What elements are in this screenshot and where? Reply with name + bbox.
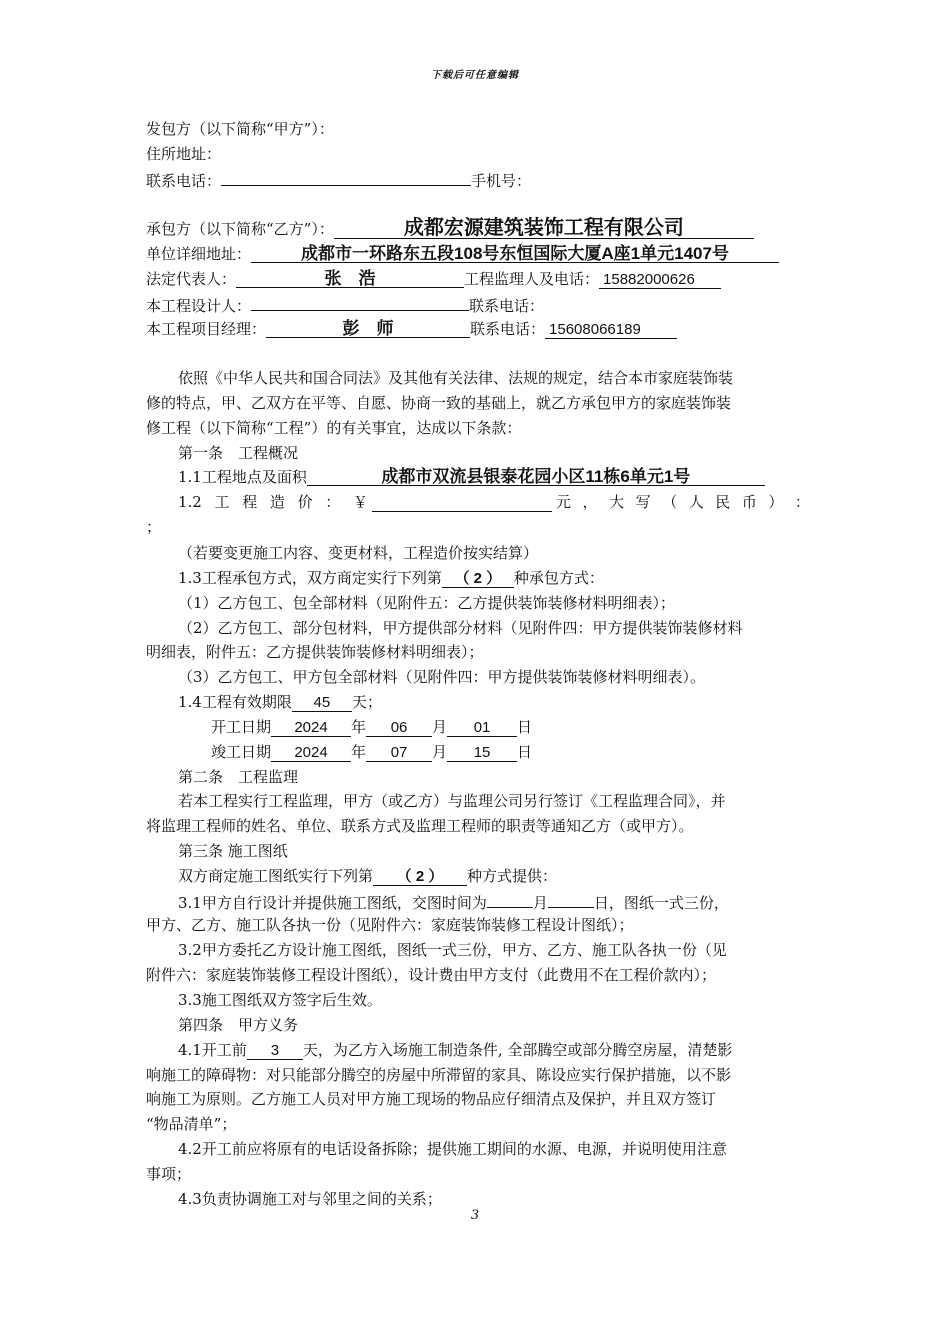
location-row <box>178 465 810 489</box>
legal-rep-name: 张 浩 <box>236 269 464 288</box>
cost-label: 1.2 工 程 造 价 ： ￥ <box>178 493 368 511</box>
obligation-4-2-line-1: 4.2开工前应将原有的电话设备拆除；提供施工期间的水源、电源，并说明使用注意 <box>178 1140 727 1158</box>
contract-mode-row: 1.3工程承包方式，双方商定实行下列第 （ 2 ） 种承包方式： <box>178 569 604 587</box>
option-3: （3）乙方包工、甲方包全部材料（见附件四：甲方提供装饰装修材料明细表）。 <box>178 668 706 686</box>
designer-phone-label: 联系电话： <box>469 297 545 315</box>
pre-start-days: 3 <box>247 1041 303 1060</box>
intro-line-1: 依照《中华人民共和国合同法》及其他有关法律、法规的规定，结合本市家庭装饰装 <box>178 369 734 387</box>
period-row: 1.4工程有效期限 45 天； <box>178 693 382 711</box>
party-b-address: 成都市一环路东五段108号东恒国际大厦A座1单元1407号 <box>251 244 779 263</box>
obligation-4-1-line-1: 4.1开工前 3 天，为乙方入场施工制造条件, 全部腾空或部分腾空房屋，清楚影 <box>178 1041 733 1059</box>
obligation-4-1-line-2: 响施工的障碍物：对只能部分腾空的房屋中所滞留的家具、陈设应实行保护措施，以不影 <box>146 1066 732 1084</box>
party-b-label: 承包方（以下简称“乙方”）： <box>146 220 334 238</box>
obligation-4-1-line-3: 响施工为原则。乙方施工人员对甲方施工现场的物品应仔细清点及保护，并且双方签订 <box>146 1090 717 1108</box>
article-3-title: 第三条 施工图纸 <box>178 842 288 860</box>
manager-name: 彭 师 <box>266 319 470 338</box>
designer-row <box>146 292 810 316</box>
party-a-label: 发包方（以下简称“甲方”）： <box>146 120 334 138</box>
article-2-title: 第二条 工程监理 <box>178 768 299 786</box>
intro-line-3: 修工程（以下简称“工程”）的有关事宜，达成以下条款： <box>146 419 522 437</box>
designer-blank[interactable] <box>251 292 469 311</box>
intro-line-2: 修的特点，甲、乙双方在平等、自愿、协商一致的基础上，就乙方承包甲方的家庭装饰装 <box>146 394 732 412</box>
manager-phone: 15608066189 <box>545 320 677 339</box>
article-2-line-2: 将监理工程师的姓名、单位、联系方式及监理工程师的职责等通知乙方（或甲方）。 <box>146 817 694 835</box>
party-b-row <box>146 216 810 242</box>
party-b-name: 成都宏源建筑装饰工程有限公司 <box>334 217 754 239</box>
article-2-line-1: 若本工程实行工程监理，甲方（或乙方）与监理公司另行签订《工程监理合同》，并 <box>178 792 726 810</box>
drawing-3-1-line-1: 3.1甲方自行设计并提供施工图纸，交图时间为 月 日，图纸一式三份， <box>178 889 810 913</box>
start-date-row: 开工日期 2024 年 06 月 01 日 <box>211 718 533 736</box>
end-date-row: 竣工日期 2024 年 07 月 15 日 <box>211 743 533 761</box>
page-header: 下载后可任意编辑 <box>431 70 519 81</box>
option-1: （1）乙方包工、包全部材料（见附件五：乙方提供装饰装修材料明细表）； <box>178 594 676 612</box>
cost-row <box>178 490 810 514</box>
start-month: 06 <box>366 718 432 737</box>
cost-tail: 元 ， 大 写 （ 人 民 币 ） ： <box>556 493 810 511</box>
start-year: 2024 <box>271 718 351 737</box>
contract-mode-value: （ 2 ） <box>442 569 514 588</box>
end-month: 07 <box>366 743 432 762</box>
drawing-3-2-line-1: 3.2甲方委托乙方设计施工图纸，图纸一式三份，甲方、乙方、施工队各执一份（见 <box>178 941 727 959</box>
drawing-3-3: 3.3施工图纸双方签字后生效。 <box>178 991 382 1009</box>
drawing-3-1-line-2: 甲方、乙方、施工队各执一份（见附件六：家庭装饰装修工程设计图纸）； <box>146 916 634 934</box>
phone-blank[interactable] <box>221 167 471 186</box>
drawing-month-blank[interactable] <box>487 889 533 908</box>
party-a-phone-row <box>146 167 810 191</box>
supervisor-phone: 15882000626 <box>599 270 721 289</box>
drawing-mode-row: 双方商定施工图纸实行下列第 （ 2 ） 种方式提供： <box>178 867 558 885</box>
drawing-day-blank[interactable] <box>548 889 594 908</box>
article-1-title: 第一条 工程概况 <box>178 444 299 462</box>
drawing-mode-value: （ 2 ） <box>373 867 467 886</box>
article-4-title: 第四条 甲方义务 <box>178 1016 299 1034</box>
option-2-line-1: （2）乙方包工、部分包材料，甲方提供部分材料（见附件四：甲方提供装饰装修材料 <box>178 619 743 637</box>
cost-blank[interactable] <box>372 493 552 512</box>
location-label: 1.1工程地点及面积 <box>178 468 307 486</box>
legal-rep-row <box>146 267 810 291</box>
supervisor-label: 工程监理人及电话： <box>464 270 600 288</box>
end-year: 2024 <box>271 743 351 762</box>
period-value: 45 <box>292 693 352 712</box>
location-value: 成都市双流县银泰花园小区11栋6单元1号 <box>307 467 765 486</box>
obligation-4-1-line-4: “物品清单”； <box>146 1115 237 1133</box>
party-a-address-label: 住所地址： <box>146 145 222 163</box>
start-day: 01 <box>447 718 517 737</box>
manager-label: 本工程项目经理： <box>146 320 267 338</box>
end-day: 15 <box>447 743 517 762</box>
cost-wrap: ； <box>146 518 162 536</box>
mobile-label: 手机号： <box>471 172 532 190</box>
page-number: 3 <box>470 1208 480 1223</box>
address-label: 单位详细地址： <box>146 245 252 263</box>
phone-label: 联系电话： <box>146 172 222 190</box>
obligation-4-2-line-2: 事项； <box>146 1165 192 1183</box>
manager-phone-label: 联系电话： <box>470 320 546 338</box>
option-2-line-2: 明细表，附件五：乙方提供装饰装修材料明细表）； <box>146 643 484 661</box>
manager-row <box>146 317 810 341</box>
drawing-3-2-line-2: 附件六：家庭装饰装修工程设计图纸），设计费由甲方支付（此费用不在工程价款内）； <box>146 966 717 984</box>
obligation-4-3: 4.3负责协调施工对与邻里之间的关系； <box>178 1190 442 1208</box>
cost-note: （若要变更施工内容、变更材料，工程造价按实结算） <box>178 544 539 562</box>
legal-rep-label: 法定代表人： <box>146 270 237 288</box>
designer-label: 本工程设计人： <box>146 297 252 315</box>
party-b-address-row <box>146 242 810 266</box>
